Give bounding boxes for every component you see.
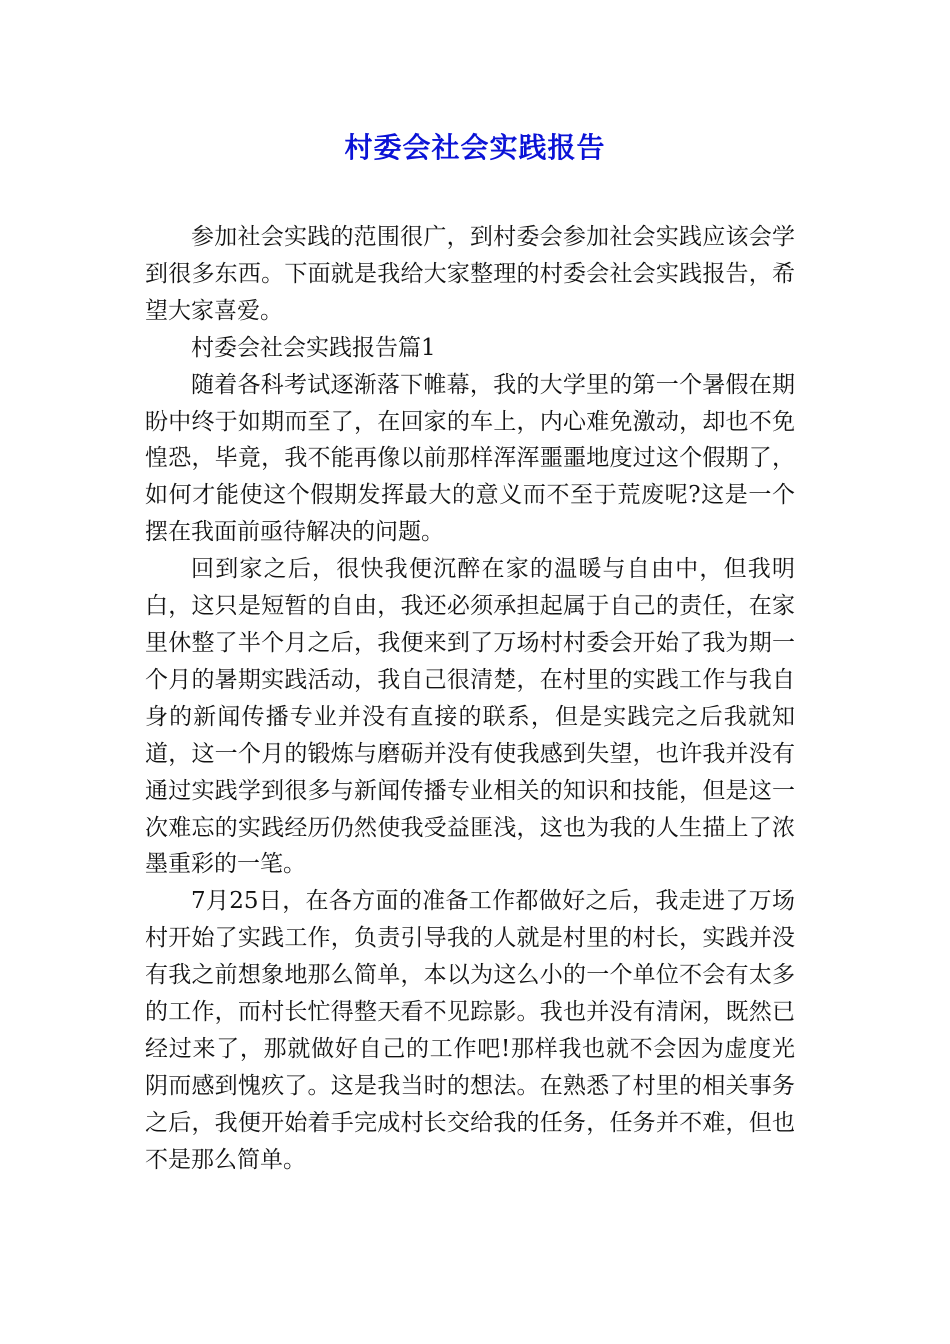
paragraph: 7月25日，在各方面的准备工作都做好之后，我走进了万场村开始了实践工作，负责引导我的人就是村里的村长，实践并没有我之前想象地那么简单，本以为这么小的一个单位不会有太多的工作，而村长忙得整天看不见踪影。我也并没有清闲，既然已经过来了，那就做好自己的工作吧!那样我也就不会因为虚度光阴而感到愧疚了。这是我当时的想法。在熟悉了村里的相关事务之后，我便开始着手完成村长交给我的任务，任务并不难，但也不是那么简单。 [145, 888, 795, 1173]
paragraph: 回到家之后，很快我便沉醉在家的温暖与自由中，但我明白，这只是短暂的自由，我还必须承担起属于自己的责任，在家里休整了半个月之后，我便来到了万场村村委会开始了我为期一个月的暑期实践活动，我自己很清楚，在村里的实践工作与我自身的新闻传播专业并没有直接的联系，但是实践完之后我就知道，这一个月的锻炼与磨砺并没有使我感到失望，也许我并没有通过实践学到很多与新闻传播专业相关的知识和技能，但是这一次难忘的实践经历仍然使我受益匪浅，这也为我的人生描上了浓墨重彩的一笔。 [145, 556, 795, 878]
document-title: 村委会社会实践报告 [344, 131, 606, 164]
paragraph: 随着各科考试逐渐落下帷幕，我的大学里的第一个暑假在期盼中终于如期而至了，在回家的车上，内心难免激动，却也不免惶恐，毕竟，我不能再像以前那样浑浑噩噩地度过这个假期了，如何才能使这个假期发挥最大的意义而不至于荒废呢?这是一个摆在我面前亟待解决的问题。 [145, 371, 795, 546]
document-body [145, 219, 795, 1179]
section-heading: 村委会社会实践报告篇1 [191, 334, 436, 361]
paragraph-intro: 参加社会实践的范围很广，到村委会参加社会实践应该会学到很多东西。下面就是我给大家整理的村委会社会实践报告，希望大家喜爱。 [145, 224, 795, 324]
